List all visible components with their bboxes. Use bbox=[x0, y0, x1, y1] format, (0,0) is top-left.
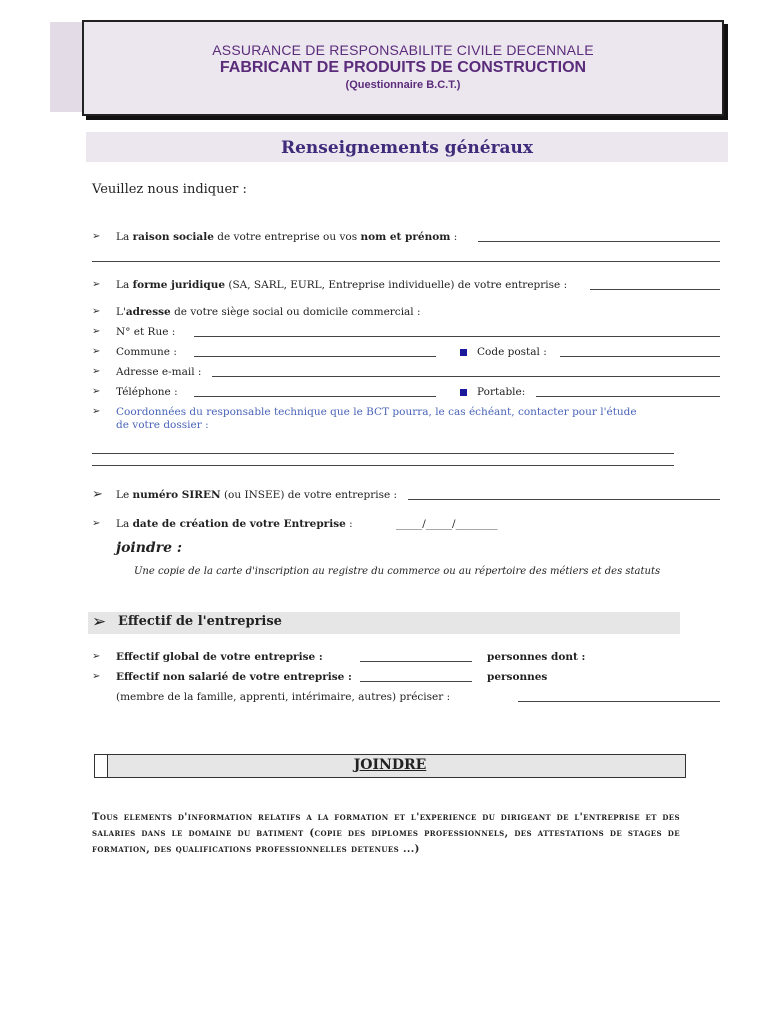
joindre-box-text: Tous elements d'information relatifs a la formation et l'experience du dirigeant de l'entreprise et des salaries dans le domaine du batiment (copie des diplomes professionnels, des attestations de stages de formation, des qualifications professionnelles detenues ...) bbox=[92, 812, 680, 855]
forme-juridique-field[interactable] bbox=[590, 279, 720, 290]
section-title-bar bbox=[86, 132, 728, 162]
arrow-bullet-icon: ➢ bbox=[92, 487, 103, 502]
arrow-bullet-icon: ➢ bbox=[92, 671, 101, 682]
effectif-non-salarie-field[interactable] bbox=[360, 671, 472, 682]
email-label: Adresse e-mail : bbox=[116, 366, 202, 378]
siren-row: ➢ Le numéro SIREN (ou INSEE) de votre entreprise : bbox=[0, 487, 770, 503]
effectif-title: Effectif de l'entreprise bbox=[118, 614, 282, 629]
header-line3: (Questionnaire B.C.T.) bbox=[345, 79, 461, 91]
arrow-bullet-icon: ➢ bbox=[92, 406, 101, 417]
commune-label: Commune : bbox=[116, 346, 177, 358]
arrow-bullet-icon: ➢ bbox=[92, 651, 101, 662]
commune-field[interactable] bbox=[194, 346, 436, 357]
coordonnees-field-line2[interactable] bbox=[92, 455, 674, 466]
intro-text: Veuillez nous indiquer : bbox=[92, 182, 247, 197]
date-creation-row: ➢ La date de création de votre Entreprise : _____/_____/________ bbox=[92, 518, 498, 530]
header-line2: FABRICANT DE PRODUITS DE CONSTRUCTION bbox=[219, 59, 587, 76]
header-shadow-decoration bbox=[50, 22, 86, 112]
telephone-label: Téléphone : bbox=[116, 386, 178, 398]
rue-field[interactable] bbox=[194, 326, 720, 337]
joindre-title: joindre : bbox=[116, 540, 183, 556]
effectif-global-suffix: personnes dont : bbox=[487, 651, 586, 663]
code-postal-field[interactable] bbox=[560, 346, 720, 357]
effectif-non-salarie-label: Effectif non salarié de votre entreprise : bbox=[116, 671, 352, 683]
joindre-box-title: JOINDRE bbox=[353, 757, 427, 773]
code-postal-label: Code postal : bbox=[477, 346, 547, 358]
email-field[interactable] bbox=[212, 366, 720, 377]
date-creation-field[interactable]: _____/_____/________ bbox=[396, 518, 498, 530]
joindre-box bbox=[94, 754, 686, 778]
header-line1: ASSURANCE DE RESPONSABILITE CIVILE DECENNALE bbox=[212, 42, 594, 58]
square-bullet-icon bbox=[460, 349, 467, 356]
arrow-bullet-icon: ➢ bbox=[92, 366, 101, 377]
section-title: Renseignements généraux bbox=[280, 138, 534, 158]
effectif-global-label: Effectif global de votre entreprise : bbox=[116, 651, 323, 663]
arrow-bullet-icon: ➢ bbox=[92, 279, 101, 290]
telephone-row bbox=[0, 384, 770, 400]
arrow-bullet-icon: ➢ bbox=[92, 306, 101, 317]
joindre-text: Une copie de la carte d'inscription au registre du commerce ou au répertoire des métiers et des statuts bbox=[134, 566, 661, 577]
raison-sociale-row: ➢ La raison sociale de votre entreprise ou vos nom et prénom : bbox=[0, 229, 770, 245]
siren-field[interactable] bbox=[408, 489, 720, 500]
effectif-global-field[interactable] bbox=[360, 651, 472, 662]
forme-juridique-row: ➢ La forme juridique (SA, SARL, EURL, Entreprise individuelle) de votre entreprise : bbox=[0, 277, 770, 293]
arrow-bullet-icon: ➢ bbox=[92, 612, 107, 632]
portable-field[interactable] bbox=[536, 386, 720, 397]
arrow-bullet-icon: ➢ bbox=[92, 346, 101, 357]
coordonnees-label-line1: Coordonnées du responsable technique que le BCT pourra, le cas échéant, contacter pour l'étude bbox=[116, 406, 637, 418]
effectif-non-salarie-suffix: personnes bbox=[487, 671, 548, 683]
portable-label: Portable: bbox=[477, 386, 526, 398]
raison-sociale-field[interactable] bbox=[478, 231, 720, 242]
effectif-section-bar bbox=[88, 612, 680, 634]
preciser-field[interactable] bbox=[518, 691, 720, 702]
effectif-non-salarie-row bbox=[0, 669, 770, 685]
document-header bbox=[82, 20, 724, 116]
telephone-field[interactable] bbox=[194, 386, 436, 397]
rue-label: N° et Rue : bbox=[116, 326, 176, 338]
adresse-row: ➢ L'adresse de votre siège social ou domicile commercial : bbox=[92, 306, 421, 318]
rue-row bbox=[0, 324, 770, 340]
arrow-bullet-icon: ➢ bbox=[92, 326, 101, 337]
arrow-bullet-icon: ➢ bbox=[92, 231, 101, 242]
commune-row bbox=[0, 344, 770, 360]
coordonnees-field-line1[interactable] bbox=[92, 443, 674, 454]
raison-sociale-field-line2[interactable] bbox=[92, 251, 720, 262]
coordonnees-label-line2: de votre dossier : bbox=[116, 419, 209, 431]
effectif-global-row bbox=[0, 649, 770, 665]
square-bullet-icon bbox=[460, 389, 467, 396]
arrow-bullet-icon: ➢ bbox=[92, 386, 101, 397]
preciser-label: (membre de la famille, apprenti, intérimaire, autres) préciser : bbox=[116, 691, 451, 703]
arrow-bullet-icon: ➢ bbox=[92, 518, 101, 529]
email-row bbox=[0, 364, 770, 380]
